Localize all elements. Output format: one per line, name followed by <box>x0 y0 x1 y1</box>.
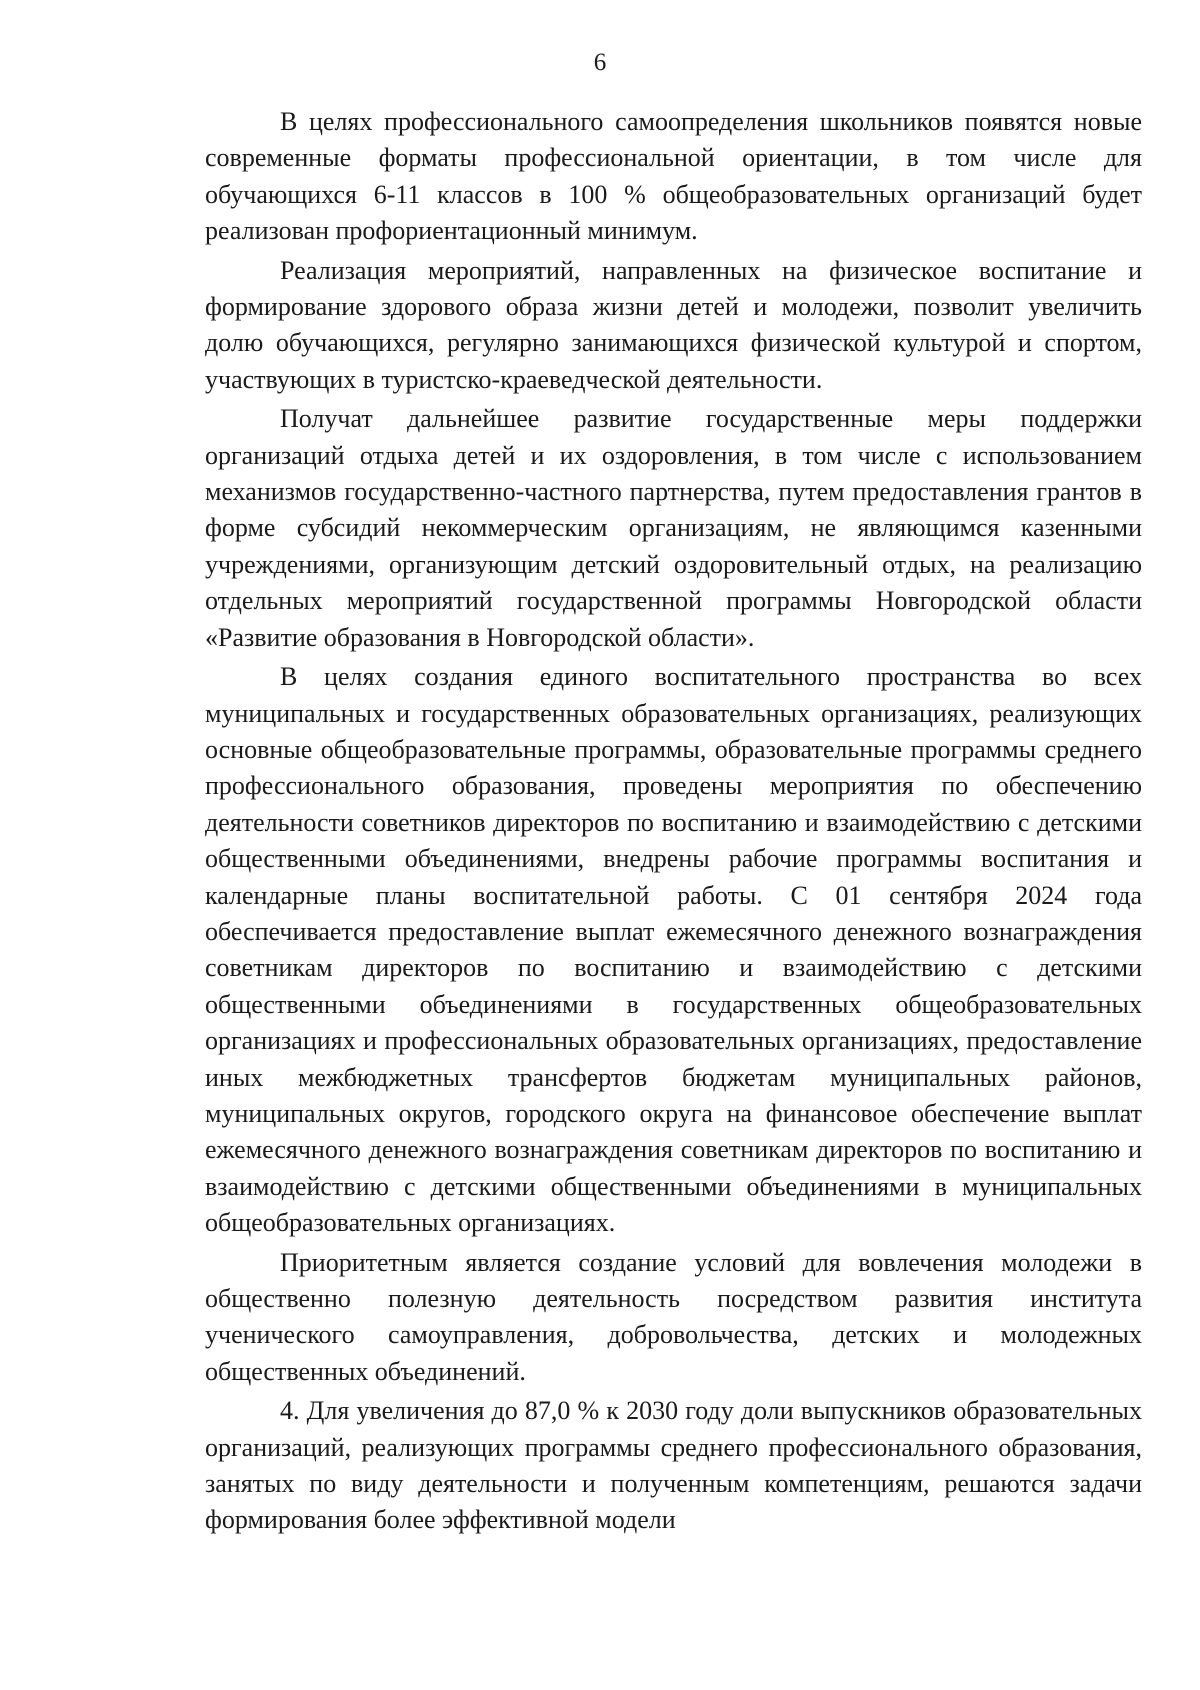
page-number: 6 <box>593 49 607 76</box>
paragraph-graduates-employment: 4. Для увеличения до 87,0 % к 2030 году доли выпускников образовательных организаций, реализующих программы среднего профессионального образования, занятых по виду деятельности и полученным компетенциям, решаются задачи формирования более эффективной модели <box>205 1396 1142 1535</box>
document-body <box>205 104 1142 1542</box>
paragraph-children-recreation: Получат дальнейшее развитие государственные меры поддержки организаций отдыха детей и их оздоровления, в том числе с использованием механизмов государственно-частного партнерства, путем предоставления грантов в форме субсидий некоммерческим организациям, не являющимся казенными учреждениями, организующим детский оздоровительный отдых, на реализацию отдельных мероприятий государственной программы Новгородской области «Развитие образования в Новгородской области». <box>205 404 1142 652</box>
paragraph-educational-space: В целях создания единого воспитательного пространства во всех муниципальных и государственных образовательных организациях, реализующих основные общеобразовательные программы, образовательные программы среднего профессионального образования, проведены мероприятия по обеспечению деятельности советников директоров по воспитанию и взаимодействию с детскими общественными объединениями, внедрены рабочие программы воспитания и календарные планы воспитательной работы. С 01 сентября 2024 года обеспечивается предоставление выплат ежемесячного денежного вознаграждения советникам директоров по воспитанию и взаимодействию с детскими общественными объединениями в государственных общеобразовательных организациях и профессиональных образовательных организациях, предоставление иных межбюджетных трансфертов бюджетам муниципальных районов, муниципальных округов, городского округа на финансовое обеспечение выплат ежемесячного денежного вознаграждения советникам директоров по воспитанию и взаимодействию с детскими общественными объединениями в муниципальных общеобразовательных организациях. <box>205 662 1142 1238</box>
paragraph-youth-involvement: Приоритетным является создание условий для вовлечения молодежи в общественно полезную деятельность посредством развития института ученического самоуправления, добровольчества, детских и молодежных общественных объединений. <box>205 1247 1142 1386</box>
paragraph-physical-education: Реализация мероприятий, направленных на физическое воспитание и формирование здорового образа жизни детей и молодежи, позволит увеличить долю обучающихся, регулярно занимающихся физической культурой и спортом, участвующих в туристско-краеведческой деятельности. <box>205 255 1142 394</box>
paragraph-career-guidance: В целях профессионального самоопределения школьников появятся новые современные форматы профессиональной ориентации, в том числе для обучающихся 6-11 классов в 100 % общеобразовательных организаций будет реализован профориентационный минимум. <box>205 107 1142 246</box>
